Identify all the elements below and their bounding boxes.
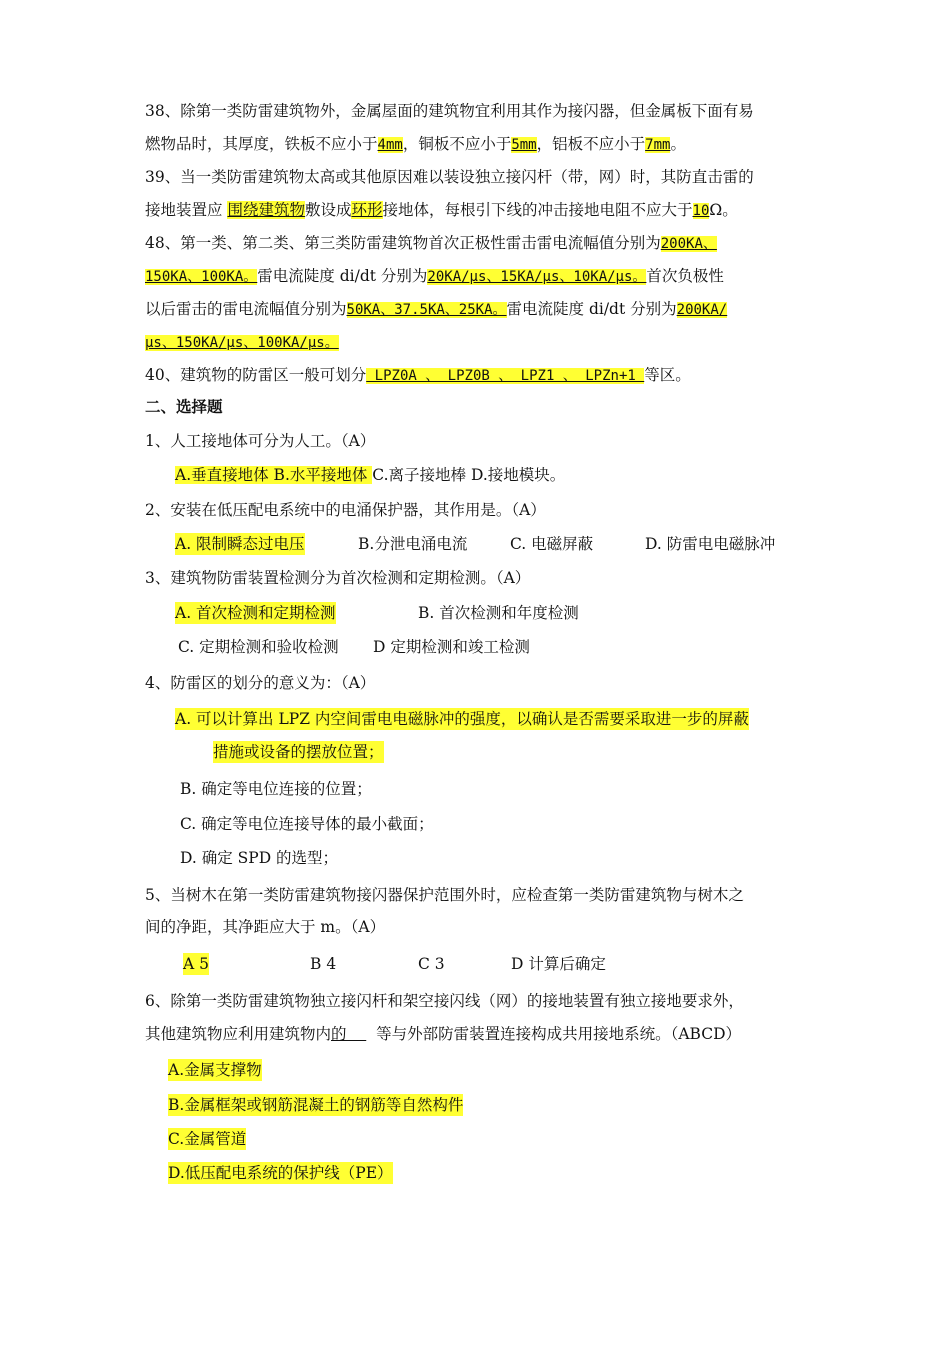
c6-blank: 的 <box>331 1025 367 1043</box>
q38-text-a: 燃物品时，其厚度，铁板不应小于 <box>145 135 378 153</box>
c6-option-d: D.低压配电系统的保护线（PE） <box>168 1164 393 1182</box>
q48-text-1a: 48、第一类、第二类、第三类防雷建筑物首次正极性雷击雷电流幅值分别为 <box>145 234 661 252</box>
q48-text-3b: 雷电流陡度 di/dt 分别为 <box>506 300 677 318</box>
c4-option-b: B. 确定等电位连接的位置； <box>180 780 372 798</box>
q40-zones-answer: LPZ0A 、 LPZ0B 、 LPZ1 、 LPZn+1 <box>366 368 645 384</box>
q38-text-d: 。 <box>670 135 686 153</box>
q48-line1 <box>145 232 717 255</box>
c4-option-c: C. 确定等电位连接导体的最小截面； <box>180 815 434 833</box>
c3-option-c: C. 定期检测和验收检测 <box>178 638 339 656</box>
c3-option-b: B. 首次检测和年度检测 <box>418 604 579 622</box>
c1-options <box>175 464 565 486</box>
c3-option-a: A. 首次检测和定期检测 <box>175 604 336 622</box>
q40-line <box>145 364 691 387</box>
c2-option-c: C. 电磁屏蔽 <box>510 535 594 553</box>
c6-line2 <box>145 1023 741 1045</box>
c1-answer: A.垂直接地体 B.水平接地体 <box>175 466 373 484</box>
q48-text-3a: 以后雷击的雷电流幅值分别为 <box>145 300 347 318</box>
c3-question: 3、建筑物防雷装置检测分为首次检测和定期检测。（A） <box>145 569 531 587</box>
q39-resistance-answer: 10 <box>692 203 710 219</box>
q48-text-2b: 雷电流陡度 di/dt 分别为 <box>257 267 428 285</box>
q38-aluminum-answer: 7mm <box>645 137 671 153</box>
q39-text-d: Ω。 <box>709 201 738 219</box>
section-title: 二、选择题 <box>145 397 223 416</box>
c1-question: 1、人工接地体可分为人工。（A） <box>145 432 376 450</box>
c5-line2: 间的净距，其净距应大于 m。（A） <box>145 918 386 936</box>
q38-copper-answer: 5mm <box>511 137 537 153</box>
q48-answer-6: μs、150KA/μs、100KA/μs。 <box>145 335 339 351</box>
c2-question: 2、安装在低压配电系统中的电涌保护器，其作用是。（A） <box>145 501 546 519</box>
q39-text-c: 接地体，每根引下线的冲击接地电阻不应大于 <box>382 201 693 219</box>
q39-text-b: 敷设成 <box>304 201 352 219</box>
c4-option-a-line1: A. 可以计算出 LPZ 内空间雷电电磁脉冲的强度，以确认是否需要采取进一步的屏蔽 <box>175 710 749 728</box>
c4-option-a-line2: 措施或设备的摆放位置； <box>213 743 384 761</box>
q38-iron-answer: 4mm <box>377 137 403 153</box>
q48-line3 <box>145 298 727 321</box>
c2-option-a: A. 限制瞬态过电压 <box>175 535 305 553</box>
c4-question: 4、防雷区的划分的意义为：（A） <box>145 674 376 692</box>
q39-text-a: 接地装置应 <box>145 201 223 219</box>
q39-line2 <box>145 199 738 222</box>
q39-line1: 39、当一类防雷建筑物太高或其他原因难以装设独立接闪杆（带，网）时，其防直击雷的 <box>145 168 754 186</box>
q40-text-b: 等区。 <box>644 366 691 384</box>
c5-option-d: D 计算后确定 <box>511 955 606 973</box>
q48-answer-5: 200KA/ <box>676 302 728 318</box>
c6-text-b: 等与外部防雷装置连接构成共用接地系统。（ABCD） <box>366 1025 741 1043</box>
q39-ring-answer: 环形 <box>351 201 383 219</box>
c6-option-a: A.金属支撑物 <box>168 1061 262 1079</box>
q48-line4 <box>145 331 339 354</box>
q48-answer-4: 50KA、37.5KA、25KA。 <box>346 302 507 318</box>
c5-line1: 5、当树木在第一类防雷建筑物接闪器保护范围外时，应检查第一类防雷建筑物与树木之 <box>145 886 744 904</box>
c4-option-d: D. 确定 SPD 的选型； <box>180 849 339 867</box>
q38-text-b: ，铜板不应小于 <box>402 135 512 153</box>
q38-text-c: ，铝板不应小于 <box>536 135 646 153</box>
q48-text-2c: 首次负极性 <box>646 267 724 285</box>
c5-option-a: A 5 <box>183 955 209 973</box>
c3-option-d: D 定期检测和竣工检测 <box>373 638 530 656</box>
c6-option-b: B.金属框架或钢筋混凝土的钢筋等自然构件 <box>168 1096 464 1114</box>
q48-answer-1: 200KA、 <box>660 236 717 252</box>
c6-text-a: 其他建筑物应利用建筑物内 <box>145 1025 332 1043</box>
c5-option-b: B 4 <box>310 955 337 973</box>
q48-answer-3: 20KA/μs、15KA/μs、10KA/μs。 <box>427 269 647 285</box>
q48-answer-2: 150KA、100KA。 <box>145 269 258 285</box>
c1-other-options: C.离子接地棒 D.接地模块。 <box>372 466 566 484</box>
q38-line2 <box>145 133 686 156</box>
q38-line1: 38、除第一类防雷建筑物外，金属屋面的建筑物宜利用其作为接闪器，但金属板下面有易 <box>145 102 754 120</box>
q40-text-a: 40、建筑物的防雷区一般可划分 <box>145 366 367 384</box>
c6-line1: 6、除第一类防雷建筑物独立接闪杆和架空接闪线（网）的接地装置有独立接地要求外， <box>145 992 744 1010</box>
q48-line2 <box>145 265 724 288</box>
c5-option-c: C 3 <box>418 955 445 973</box>
q39-around-answer: 围绕建筑物 <box>227 201 305 219</box>
c6-option-c: C.金属管道 <box>168 1130 247 1148</box>
c2-option-d: D. 防雷电电磁脉冲 <box>645 535 776 553</box>
c2-option-b: B.分泄电涌电流 <box>358 535 468 553</box>
